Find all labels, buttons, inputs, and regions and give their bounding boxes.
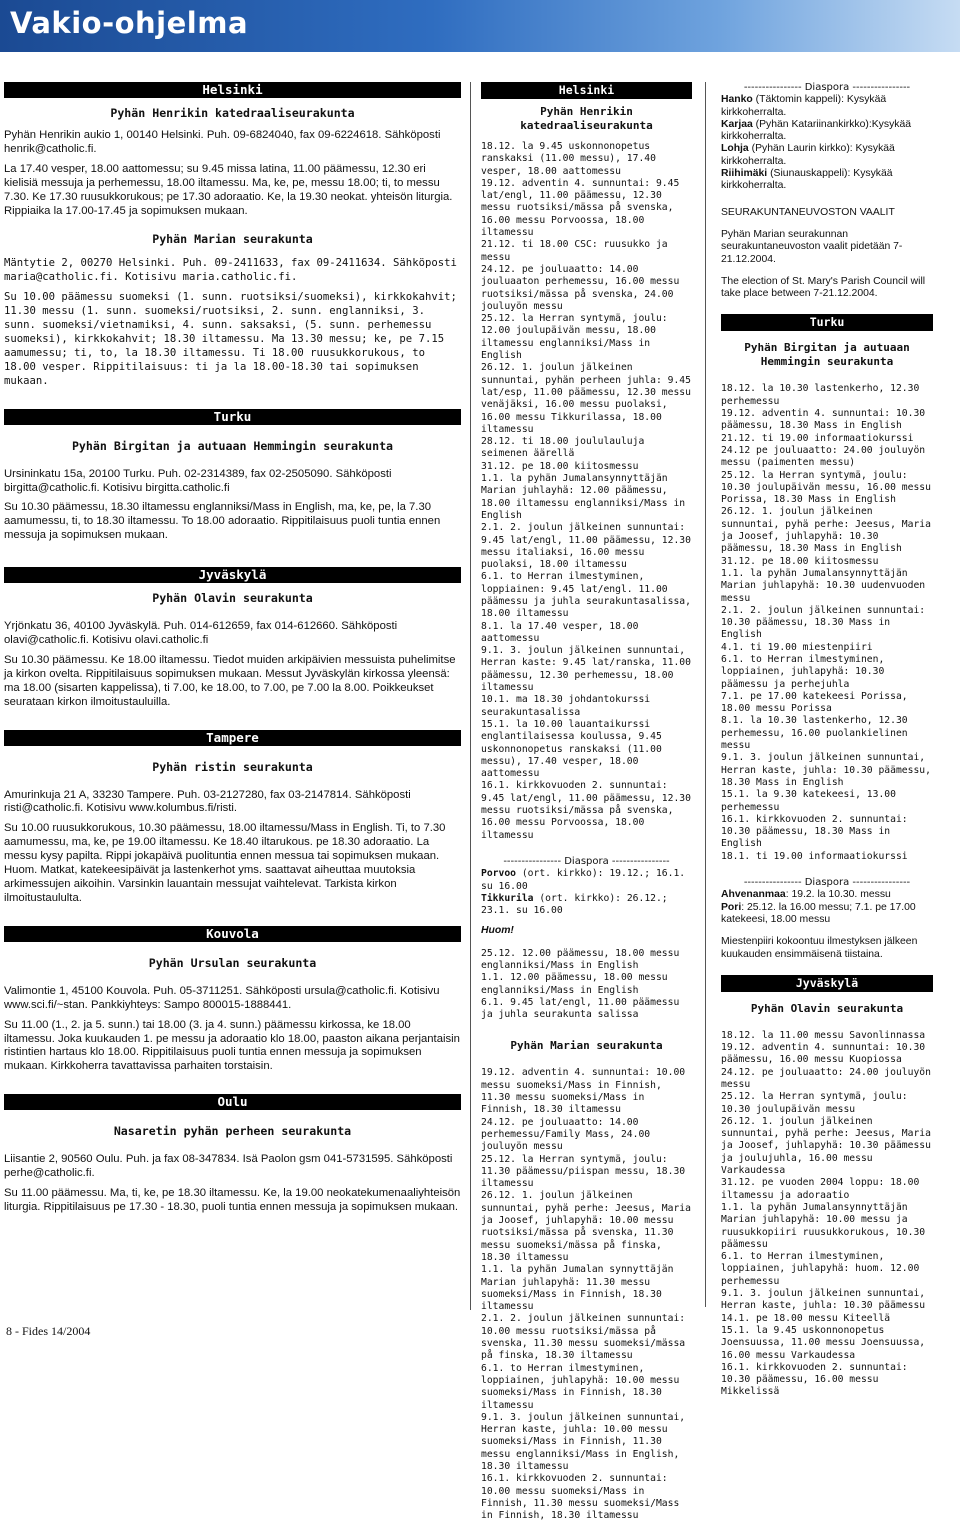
right-column: [721, 82, 933, 1399]
diaspora-detail: : 25.12. la 16.00 messu; 7.1. pe 17.00 katekeesi, 18.00 messu: [721, 901, 916, 925]
diaspora-place: Karjaa: [721, 118, 753, 130]
olavi-times: Su 10.30 päämessu. Ke 18.00 iltamessu. Tiedot muiden arkipäivien messuista puhelimitse ja kirkon ovelta. Rippitilaisuus sopimuksen mukaan. Messut Jyväskylän kirkossa yleensä: ma 18.00 (sisarten kappelissa), ti 7.00, ke 18.00, to 7.00, pe 7.00 la 8.00. Poikkeukset seurataan kirkon ilmoitustauluilla.: [4, 653, 456, 708]
schedule-entry: 16.1. kirkkovuoden 2. sunnuntai: 9.45 lat/engl, 11.00 päämessu, 12.30 messu ruotsiksi/mässa på svenska, 16.00 messu Porvoossa, 18.00 iltamessu: [481, 780, 691, 841]
council-text-en: The election of St. Mary's Parish Council will take place between 7-21.12.2004.: [721, 275, 926, 300]
risti-times: Su 10.00 ruusukkorukous, 10.30 päämessu, 18.00 iltamessu/Mass in English. Ti, to 7.30 aamumessu, ma, ke, pe 19.00 iltamessu. Ke 18.40 iltarukous. pe 18.30 adoraatio. La messu kysy papilta. Rippi jokapäivä puolituntia ennen messua tai sopimuksen mukaan. Huom. Matkat, katekeesipäivät ja lastenkerhot yms. saattavat aiheuttaa muutoksia arkimessujen aikoihin. Varsinkin lauantain messujat vaihtelevat. Tarkista kirkon ilmoitustaululta.: [4, 822, 446, 904]
page-title: Vakio-ohjelma: [10, 6, 249, 40]
diaspora-entry: [721, 168, 933, 193]
right-top-diaspora-list: [721, 94, 933, 192]
middle-column: [481, 82, 692, 1522]
diaspora-entry: [481, 893, 692, 918]
diaspora-detail: (Siunauskappeli): Kysykää kirkkoherralta.: [721, 168, 893, 192]
schedule-entry: 31.12. pe vuoden 2004 loppu: 18.00 iltamessu ja adoraatio: [721, 1177, 920, 1201]
schedule-entry: 28.12. ti 18.00 joululauluja seimenen äärellä: [481, 436, 645, 460]
perhe-times: Su 11.00 päämessu. Ma, ti, ke, pe 18.30 iltamessu. Ke, la 19.00 neokatekumenaaliyhteisön liturgia. Rippitilaisuus pe 17.30 - 18.30, puoli tuntia ennen messuja ja sopimuksen mukaan.: [4, 1187, 461, 1213]
schedule-entry: 26.12. 1. joulun jälkeinen sunnuntai, pyhä perhe: Jeesus, Maria ja Joosef, juhlapyhä: 10.00 messu ruotsiksi/mässa på svenska, 11.30 messu suomeksi/mässa på finska, 18.30 iltamessu: [481, 1190, 691, 1263]
schedule-entry: 24.12. pe jouluaatto: 24.00 jouluyön messu: [721, 1066, 931, 1090]
section-bar-jyvaskyla-calendar: Jyväskylä: [721, 975, 933, 992]
diaspora-detail: (ort. kirkko): 26.12.; 23.1. su 16.00: [481, 892, 668, 917]
schedule-entry: 2.1. 2. joulun jälkeinen sunnuntai: 10.00 messu ruotsiksi/mässa på svenska, 11.30 messu suomeksi/mässa på finska, 18.30 iltamessu: [481, 1313, 686, 1362]
maria-times: Su 10.00 päämessu suomeksi (1. sunn. ruotsiksi/suomeksi), kirkkokahvit; 11.30 messu (1. sunn. suomeksi/ruotsiksi, 2. sunn. englanniksi, 3. sunn. suomeksi/vietnamiksi, 4. sunn. saksaksi, (5. sunn. perhemessu suomeksi), kirkkokahvit; 18.30 iltamessu. Ma 13.30 messu; ke, pe 7.15 aamumessu; ti, to, la 18.30 iltamessu. Ti 18.00 ruusukkorukous, to 18.00 vesper. Rippitilaisuus: ti ja la 18.00-18.30 tai sopimuksen mukaan.: [4, 291, 457, 387]
schedule-entry: 1.1. la pyhän Jumalan synnyttäjän Marian juhlapyhä: 11.30 messu suomeksi/Mass in Finnish, 18.30 iltamessu: [481, 1264, 674, 1313]
schedule-entry: 25.12. la Herran syntymä, joulu: 10.30 joulupäivän messu: [721, 1091, 908, 1115]
section-bar-turku-calendar: Turku: [721, 314, 933, 331]
ursula-address: Valimontie 1, 45100 Kouvola. Puh. 05-3711251. Sähköposti ursula@catholic.fi. Kotisivu www.sci.fi/~stan. Pankkiyhteys: Sampo 800015-1888441.: [4, 984, 440, 1011]
section-bar-tampere: Tampere: [4, 730, 461, 746]
schedule-entry: 21.12. ti 18.00 CSC: ruusukko ja messu: [481, 239, 668, 263]
schedule-entry: 7.1. pe 17.00 katekeesi Porissa, 18.00 messu Porissa: [721, 690, 908, 715]
schedule-entry: 9.1. 3. joulun jälkeinen sunnuntai, Herran kaste, juhla: 10.30 päämessu, 18.30 Mass in English: [721, 752, 931, 788]
diaspora-entry: [721, 143, 933, 168]
notice-list: [481, 948, 692, 1022]
schedule-entry: 16.1. kirkkovuoden 2. sunnuntai: 10.30 päämessu, 16.00 messu Mikkelissä: [721, 1361, 908, 1398]
maria-address: Mäntytie 2, 00270 Helsinki. Puh. 09-2411633, fax 09-2411634. Sähköposti maria@catholic.fi. Kotisivu maria.catholic.fi.: [4, 257, 457, 284]
schedule-entry: 8.1. la 10.30 lastenkerho, 12.30 perhemessu, 16.00 puolankielinen messu: [721, 715, 908, 752]
birgitta-address: Ursininkatu 15a, 20100 Turku. Puh. 02-2314389, fax 02-2505090. Sähköposti birgitta@catholic.fi. Kotisivu birgitta.catholic.fi: [4, 467, 392, 494]
schedule-entry: 18.12. la 10.30 lastenkerho, 12.30 perhemessu: [721, 383, 920, 407]
henrik-calendar-list: [481, 141, 692, 842]
birgitta-times: Su 10.30 päämessu, 18.30 iltamessu englanniksi/Mass in English, ma, ke, pe, la 7.30 aamumessu, ti, to 18.30 iltamessu. To 18.00 adoraatio. Rippitilaisuus puoli tuntia ennen messuja ja sopimuksen mukaan.: [4, 501, 441, 542]
left-column: [4, 82, 461, 1221]
page-footer: 8 - Fides 14/2004: [6, 1324, 91, 1338]
diaspora-place: Tikkurila: [481, 892, 534, 904]
diaspora-detail: (Pyhän Katariinankirkko):Kysykää kirkkoherralta.: [721, 118, 912, 143]
diaspora-detail: : 19.2. la 10.30. messu: [785, 889, 891, 901]
schedule-entry: 2.1. 2. joulun jälkeinen sunnuntai: 9.45 lat/engl, 11.00 päämessu, 12.30 messu italiaksi, 16.00 messu puolaksi, 18.00 iltamessu: [481, 522, 691, 571]
schedule-entry: 8.1. la 17.40 vesper, 18.00 aattomessu: [481, 620, 639, 644]
diaspora-entry: [481, 868, 692, 893]
schedule-entry: 21.12. ti 19.00 informaatiokurssi: [721, 432, 914, 444]
olavi-address: Yrjönkatu 36, 40100 Jyväskylä. Puh. 014-612659, fax 014-612660. Sähköposti olavi@catholic.fi. Kotisivu olavi.catholic.fi: [4, 620, 398, 647]
diaspora-place: Pori: [721, 901, 742, 913]
parish-title-olavi: Pyhän Olavin seurakunta: [152, 591, 313, 606]
schedule-entry: 4.1. ti 19.00 miestenpiiri: [721, 641, 873, 653]
council-text-fi: Pyhän Marian seurakunnan seurakuntaneuvoston vaalit pidetään 7-21.12.2004.: [721, 228, 903, 265]
schedule-entry: 19.12. adventin 4. sunnuntai: 9.45 lat/engl, 11.00 päämessu, 12.30 messu ruotsiksi/mässa på svenska, 16.00 messu Porvoossa, 18.00 iltamessu: [481, 177, 680, 239]
schedule-entry: 6.1. to Herran ilmestyminen, loppiainen, juhlapyhä: 10.00 messu suomeksi/Mass in Finnish, 18.30 iltamessu: [481, 1362, 680, 1411]
parish-title-olavi-calendar: Pyhän Olavin seurakunta: [750, 1001, 904, 1015]
schedule-entry: 26.12. 1. joulun jälkeinen sunnuntai, pyhä perhe: Jeesus, Maria ja Joosef, juhlapyhä: 10.30 päämessu ja joulujuhla, 16.00 messu Varkaudessa: [721, 1115, 931, 1177]
risti-address: Amurinkuja 21 A, 33230 Tampere. Puh. 03-2127280, fax 03-2147814. Sähköposti risti@catholic.fi. Kotisivu www.kolumbus.fi/risti.: [4, 788, 411, 815]
schedule-entry: 18.12. la 9.45 uskonnonopetus ranskaksi (11.00 messu), 17.40 vesper, 18.00 aattomessu: [481, 141, 656, 177]
schedule-entry: 10.1. ma 18.30 johdantokurssi seurakuntasalissa: [481, 694, 651, 718]
schedule-entry: 24.12. pe jouluaatto: 14.00 perhemessu/Family Mass, 24.00 jouluyön messu: [481, 1116, 651, 1153]
section-bar-helsinki: Helsinki: [4, 82, 461, 98]
diaspora-entry: [721, 94, 933, 119]
meeting-note: Miestenpiiri kokoontuu ilmestyksen jälkeen kuukauden ensimmäisenä tiistaina.: [721, 936, 918, 960]
henrik-times: La 17.40 vesper, 18.00 aattomessu; su 9.45 missa latina, 11.00 päämessu, 12.30 eri kielisiä messuja ja perhemessu, 18.00 iltamessu. Ma, ke, pe, messu 18.00; ti, to messu 7.30. Ke 17.30 ruusukkorukous; pe 17.30 adoraatio. Ke, la 19.30 neokat. yhteisön liturgia. Rippiaika la 17.00-17.45 ja sopimuksen mukaan.: [4, 162, 453, 217]
schedule-entry: 14.1. pe 18.00 messu Kiteellä: [721, 1312, 891, 1324]
title-banner: [0, 0, 960, 52]
diaspora-place: Lohja: [721, 143, 749, 155]
parish-title-ursula: Pyhän Ursulan seurakunta: [148, 955, 317, 970]
schedule-entry: 26.12. 1. joulun jälkeinen sunnuntai, pyhä perhe: Jeesus, Maria ja Joosef, juhlapyhä: 10.30 päämessu, 18.30 Mass in English: [721, 506, 931, 555]
schedule-entry: 18.1. ti 19.00 informaatiokurssi: [721, 850, 908, 862]
schedule-entry: 15.1. la 9.30 katekeesi, 13.00 perhemessu: [721, 789, 896, 813]
schedule-entry: 31.12. pe 18.00 kiitosmessu: [481, 460, 639, 472]
schedule-entry: 1.1. 12.00 päämessu, 18.00 messu englanniksi/Mass in English: [481, 972, 668, 996]
schedule-entry: 25.12. la Herran syntymä, joulu: 10.30 joulupäivän messu, 16.00 messu Porissa, 18.30 Mass in English: [721, 469, 931, 506]
schedule-entry: 19.12. adventin 4. sunnuntai: 10.30 päämessu, 16.00 messu Kuopiossa: [721, 1042, 926, 1066]
schedule-entry: 18.12. la 11.00 messu Savonlinnassa: [721, 1029, 926, 1041]
perhe-address: Liisantie 2, 90560 Oulu. Puh. ja fax 08-347834. Isä Paolon gsm 041-5731595. Sähköposti perhe@catholic.fi.: [4, 1153, 453, 1180]
schedule-entry: 25.12. la Herran syntymä, joulu: 11.30 päämessu/piispan messu, 18.30 iltamessu: [481, 1153, 686, 1190]
schedule-entry: 15.1. la 9.45 uskonnonopetus Joensuussa, 11.00 messu Joensuussa, 16.00 messu Varkaudessa: [721, 1324, 926, 1361]
schedule-entry: 16.1. kirkkovuoden 2. sunnuntai: 10.00 messu suomeksi/Mass in Finnish, 11.30 messu suomeksi/Mass in Finnish, 18.30 iltamessu: [481, 1473, 680, 1522]
birgitta-calendar-list: [721, 383, 933, 863]
diaspora-entry: [721, 902, 933, 927]
parish-title-perhe: Nasaretin pyhän perheen seurakunta: [113, 1124, 352, 1139]
schedule-entry: 9.1. 3. joulun jälkeinen sunnuntai, Herran kaste: 9.45 lat/ranska, 11.00 päämessu, 12.30 perhemessu, 18.00 iltamessu: [481, 645, 691, 694]
diaspora-entry: [721, 889, 933, 901]
schedule-entry: 19.12. adventin 4. sunnuntai: 10.30 päämessu, 18.30 Mass in English: [721, 408, 926, 432]
diaspora-separator-top: ---------------- Diaspora ----------------: [743, 82, 911, 93]
parish-title-birgitta-calendar: Pyhän Birgitan ja autuaan Hemmingin seurakunta: [744, 341, 910, 369]
diaspora-separator: ---------------- Diaspora ----------------: [503, 855, 670, 867]
henrik-address: Pyhän Henrikin aukio 1, 00140 Helsinki. Puh. 09-6824040, fax 09-6224618. Sähköposti henrik@catholic.fi.: [4, 129, 441, 155]
middle-diaspora-list: [481, 868, 692, 917]
schedule-entry: 1.1. la pyhän Jumalansynnyttäjän Marian juhlapyhä: 10.00 messu ja ruusukkopiiri ruusukkorukous, 10.30 päämessu: [721, 1201, 926, 1250]
maria-calendar-list: [481, 1067, 692, 1522]
notice-heading: Huom!: [481, 925, 514, 937]
section-bar-jyvaskyla: Jyväskylä: [4, 567, 461, 583]
schedule-entry: 6.1. to Herran ilmestyminen, loppiainen, juhlapyhä: huom. 12.00 perhemessu: [721, 1251, 920, 1287]
right-mid-diaspora-list: [721, 889, 933, 926]
schedule-entry: 25.12. 12.00 päämessu, 18.00 messu englanniksi/Mass in English: [481, 947, 680, 971]
schedule-entry: 24.12. pe jouluaatto: 14.00 jouluaaton perhemessu, 16.00 messu ruotsiksi/mässa på svenska, 24.00 jouluyön messu: [481, 263, 680, 312]
schedule-entry: 2.1. 2. joulun jälkeinen sunnuntai: 10.30 päämessu, 18.30 Mass in English: [721, 604, 926, 641]
section-bar-turku: Turku: [4, 409, 461, 425]
diaspora-place: Ahvenanmaa: [721, 889, 786, 901]
schedule-entry: 31.12. pe 18.00 kiitosmessu: [721, 555, 879, 567]
diaspora-separator-mid: ---------------- Diaspora ----------------: [743, 877, 911, 889]
schedule-entry: 19.12. adventin 4. sunnuntai: 10.00 messu suomeksi/Mass in Finnish, 11.30 messu suomeksi/Mass in Finnish, 18.30 iltamessu: [481, 1067, 686, 1116]
parish-title-henrik-calendar: Pyhän Henrikin katedraaliseurakunta: [520, 105, 653, 132]
section-bar-oulu: Oulu: [4, 1094, 461, 1110]
schedule-entry: 26.12. 1. joulun jälkeinen sunnuntai, pyhän perheen juhla: 9.45 lat/esp, 11.00 päämessu, 12.30 messu venäjäksi, 16.00 messu puolaksi, 16.00 messu Tikkurilassa, 18.00 iltamessu: [481, 362, 691, 435]
diaspora-place: Porvoo: [481, 868, 516, 880]
section-bar-kouvola: Kouvola: [4, 926, 461, 942]
schedule-entry: 6.1. to Herran ilmestyminen, loppiainen: 9.45 lat/engl. 11.00 päämessu ja juhla seurakuntasalissa, 18.00 iltamessu: [481, 571, 691, 620]
diaspora-place: Hanko: [721, 94, 753, 106]
diaspora-entry: [721, 119, 933, 144]
schedule-entry: 24.12 pe jouluaatto: 24.00 jouluyön messu (paimenten messu): [721, 444, 926, 469]
schedule-entry: 9.1. 3. joulun jälkeinen sunnuntai, Herran kaste, juhla: 10.00 messu suomeksi/Mass in Finnish, 11.30 messu englanniksi/Mass in English, 18.30 iltamessu: [481, 1411, 686, 1472]
schedule-entry: 1.1. la pyhän Jumalansynnyttäjän Marian juhlayhä: 12.00 päämessu, 18.00 iltamessu englanniksi/Mass in English: [481, 473, 686, 521]
diaspora-detail: (Pyhän Laurin kirkko): Kysykää kirkkoherralta.: [721, 143, 895, 167]
schedule-entry: 9.1. 3. joulun jälkeinen sunnuntai, Herran kaste, juhla: 10.30 päämessu: [721, 1288, 926, 1312]
schedule-entry: 16.1. kirkkovuoden 2. sunnuntai: 10.30 päämessu, 18.30 Mass in English: [721, 813, 908, 850]
ursula-times: Su 11.00 (1., 2. ja 5. sunn.) tai 18.00 (3. ja 4. sunn.) päämessu kirkossa, ke 18.00 iltamessu. Joka kuukauden 1. pe messu ja adoraatio klo 18.00, paaston aikana perjantaisin ristintien hartaus klo 18.00. Rippitilaisuus puoli tuntia ennen messuja ja sopimuksen mukaan. Kirkkoherra tavattavissa parhaiten torstaisin.: [4, 1018, 460, 1073]
schedule-entry: 6.1. 9.45 lat/engl, 11.00 päämessu ja juhla seurakunta salissa: [481, 996, 680, 1021]
schedule-entry: 25.12. la Herran syntymä, joulu: 12.00 joulupäivän messu, 18.00 iltamessu englanniksi/Mass in English: [481, 313, 668, 362]
parish-title-maria-calendar: Pyhän Marian seurakunta: [510, 1039, 663, 1053]
diaspora-detail: (Täktomin kappeli): Kysykää kirkkoherralta.: [721, 94, 887, 118]
section-bar-helsinki-calendar: Helsinki: [481, 82, 692, 99]
diaspora-place: Riihimäki: [721, 168, 768, 180]
schedule-entry: 15.1. la 10.00 lauantaikurssi englantilaisessa koulussa, 9.45 uskonnonopetus ranskaksi (11.00 messu), 17.40 vesper, 18.00 aattomessu: [481, 718, 662, 780]
parish-title-henrik: Pyhän Henrikin katedraaliseurakunta: [110, 106, 355, 120]
schedule-entry: 6.1. to Herran ilmestyminen, loppiainen, juhlapyhä: 10.30 päämessu ja perhejuhla: [721, 653, 885, 690]
diaspora-detail: (ort. kirkko): 19.12.; 16.1. su 16.00: [481, 868, 686, 892]
council-title: SEURAKUNTANEUVOSTON VAALIT: [721, 206, 895, 218]
schedule-entry: 1.1. la pyhän Jumalansynnyttäjän Marian juhlapyhä: 10.30 uudenvuoden messu: [721, 567, 926, 604]
parish-title-risti: Pyhän ristin seurakunta: [152, 759, 313, 774]
parish-title-birgitta: Pyhän Birgitan ja autuaan Hemmingin seurakunta: [71, 438, 394, 453]
olavi-calendar-list: [721, 1030, 933, 1399]
parish-title-maria: Pyhän Marian seurakunta: [152, 232, 313, 247]
